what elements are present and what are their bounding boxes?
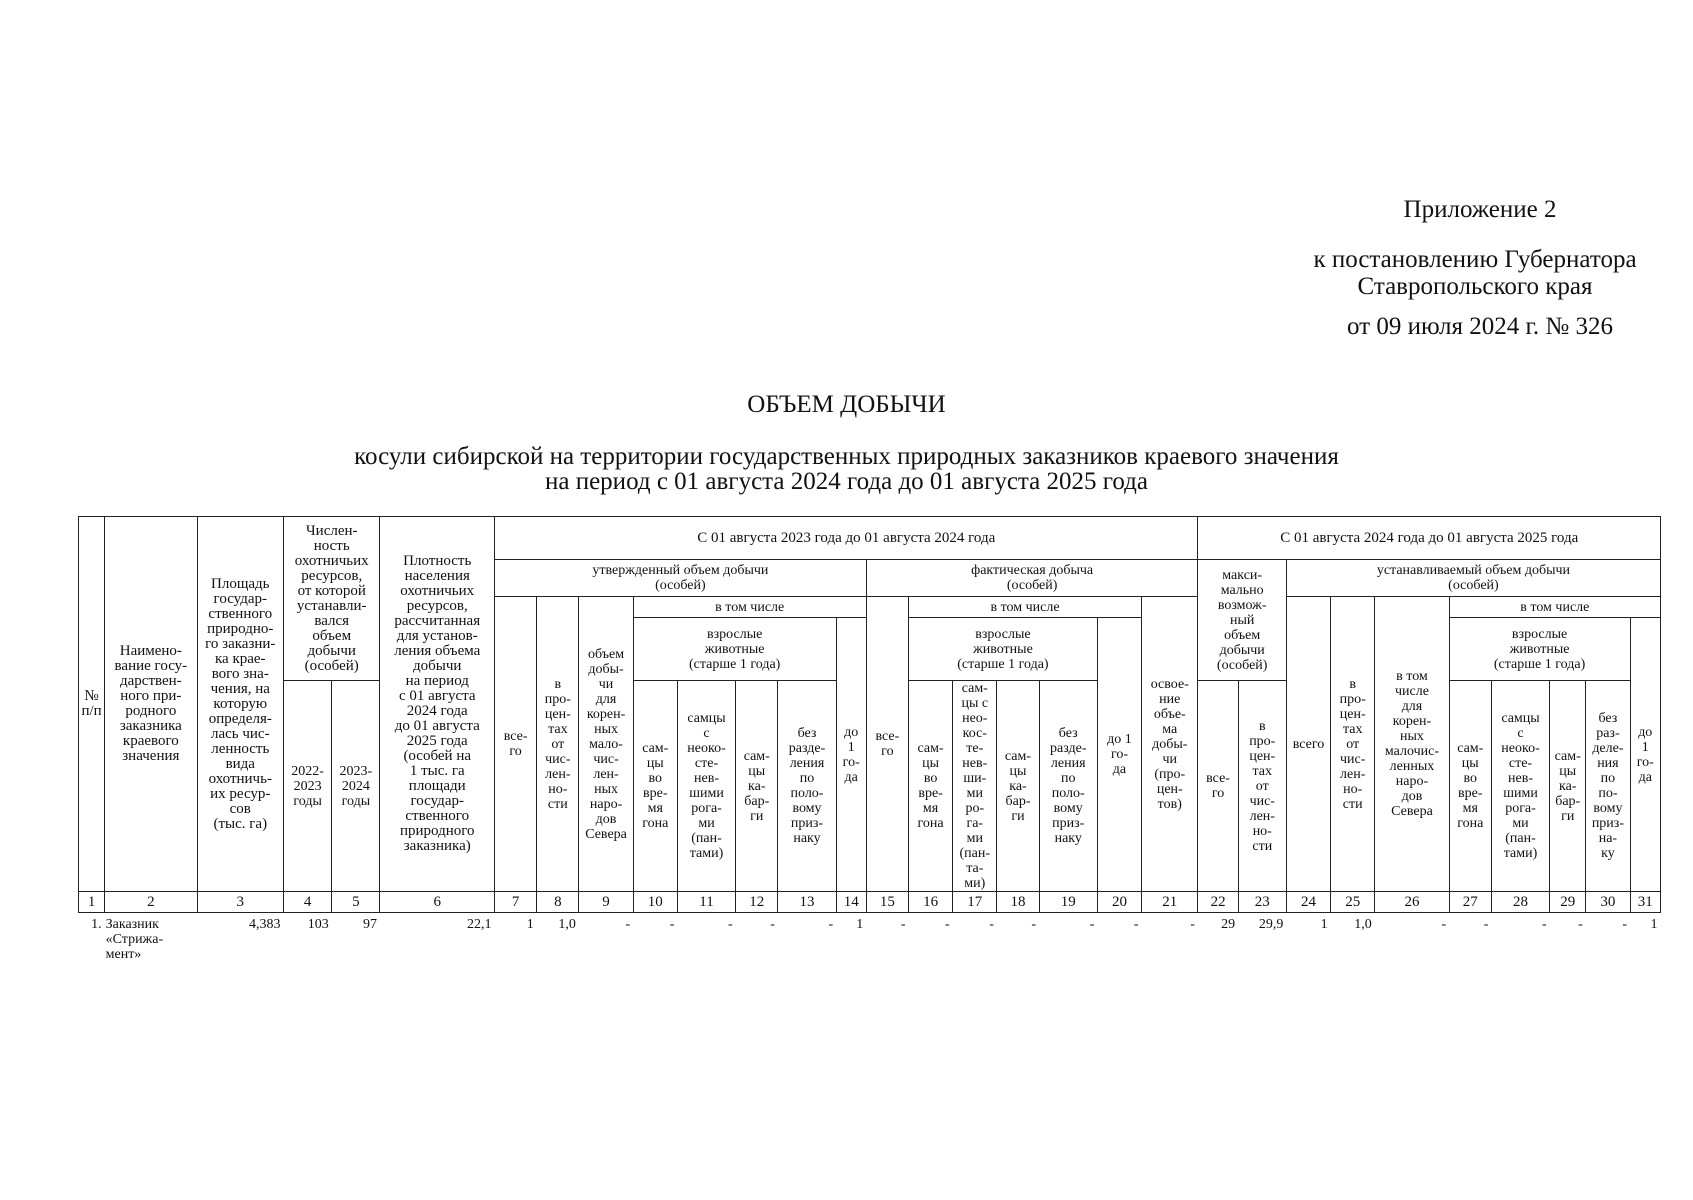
table-cell: 29,9 <box>1258 917 1284 932</box>
column-number: 18 <box>997 892 1039 913</box>
col-header-pop-2022: 2022- 2023 годы <box>283 681 331 892</box>
col-header-total-24: всего <box>1286 597 1330 892</box>
column-number: 20 <box>1097 892 1141 913</box>
col-header-approved: утвержденный объем добычи (особей) <box>495 560 867 597</box>
table-cell: - <box>625 917 631 932</box>
table-cell: 29 <box>1221 917 1236 932</box>
table-cell: 1 <box>1650 917 1658 932</box>
column-number: 11 <box>677 892 735 913</box>
col-header-males-antlers-11: самцы с неоко- сте- нев- шими рога- ми (пан- тами) <box>677 681 735 892</box>
column-number: 6 <box>380 892 495 913</box>
col-header-under1-31: до 1 го- да <box>1630 618 1660 892</box>
table-cell: - <box>945 917 950 932</box>
col-header-males-antlers-17: сам- цы с нео- кос- те- нев- ши- ми ро- га- ми (пан- та- ми) <box>953 681 997 892</box>
col-header-max-pct-23: в про- цен- тах от чис- лен- но- сти <box>1238 681 1286 892</box>
table-cell: - <box>1483 917 1489 932</box>
col-header-adults-c: взрослые животные (старше 1 года) <box>1449 618 1630 681</box>
table-cell: - <box>1578 917 1583 932</box>
column-number: 25 <box>1331 892 1375 913</box>
column-number: 7 <box>495 892 537 913</box>
col-header-name: Наимено- вание госу- дарствен- ного при- родного заказника краевого значения <box>105 517 197 892</box>
table-cell: - <box>1622 917 1628 932</box>
column-number: 24 <box>1286 892 1330 913</box>
header-row-1 <box>79 517 1661 560</box>
table-cell: - <box>1089 917 1095 932</box>
col-header-density: Плотность населения охотничьих ресурсов, рассчитанная для установ- ления объема добычи на период с 01 августа 2024 года до 01 августа 2025 года (особей на 1 тыс. га площади государ- ственного природного заказника) <box>380 517 495 892</box>
table-cell: - <box>989 917 994 932</box>
column-number: 14 <box>836 892 866 913</box>
col-header-kab-18: сам- цы ка- бар- ги <box>997 681 1039 892</box>
col-header-total-15: все- го <box>866 597 908 892</box>
table-row <box>79 913 1661 978</box>
col-header-indigenous-9: объем добы- чи для корен- ных мало- чис- лен- ных наро- дов Севера <box>579 597 633 892</box>
reserve-name: Заказник «Стрижа- мент» <box>105 917 164 962</box>
table-cell: 4,383 <box>248 917 281 932</box>
table-cell: - <box>727 917 733 932</box>
col-header-pct-8: в про- цен- тах от чис- лен- но- сти <box>537 597 579 892</box>
col-header-area: Площадь государ- ственного природно- го заказни- ка крае- вого зна- чения, на которую определя- лась чис- ленность вида охотничь- их ресур- сов (тыс. га) <box>197 517 283 892</box>
table-cell: - <box>1031 917 1037 932</box>
col-header-actual: фактическая добыча (особей) <box>866 560 1198 597</box>
column-number: 31 <box>1630 892 1660 913</box>
column-number: 3 <box>197 892 283 913</box>
col-header-no-sex-30: без раз- деле- ния по по- вому приз- на- ку <box>1586 681 1630 892</box>
table-cell: - <box>900 917 906 932</box>
col-header-females-16: сам- цы во вре- мя гона <box>908 681 952 892</box>
table-cell: 22,1 <box>467 917 492 932</box>
col-header-no-sex-13: без разде- ления по поло- вому приз- наку <box>778 681 836 892</box>
table-cell: 97 <box>362 917 377 932</box>
col-header-pct-25: в про- цен- тах от чис- лен- но- сти <box>1331 597 1375 892</box>
col-header-period-prev: С 01 августа 2023 года до 01 августа 2024 года <box>495 517 1198 560</box>
column-number: 15 <box>866 892 908 913</box>
column-number-row <box>79 892 1661 913</box>
col-header-max-total-22: все- го <box>1198 681 1238 892</box>
col-header-period-next: С 01 августа 2024 года до 01 августа 2025 года <box>1198 517 1661 560</box>
column-number: 1 <box>79 892 105 913</box>
column-number: 8 <box>537 892 579 913</box>
appendix-title: Приложение 2 <box>1403 196 1557 223</box>
col-header-kab-29: сам- цы ка- бар- ги <box>1550 681 1586 892</box>
column-number: 12 <box>736 892 778 913</box>
column-number: 23 <box>1238 892 1286 913</box>
col-header-pop-2023: 2023- 2024 годы <box>332 681 380 892</box>
table-cell: - <box>770 917 775 932</box>
col-header-females-27: сам- цы во вре- мя гона <box>1449 681 1491 892</box>
column-number: 2 <box>105 892 197 913</box>
column-number: 13 <box>778 892 836 913</box>
col-header-adults-b: взрослые животные (старше 1 года) <box>908 618 1097 681</box>
column-number: 17 <box>953 892 997 913</box>
table-cell: 1 <box>526 917 534 932</box>
col-header-incl-c: в том числе <box>1449 597 1660 618</box>
col-header-num: № п/п <box>79 517 105 892</box>
appendix-reference: к постановлению Губернатора Ставропольского края <box>1313 246 1637 300</box>
col-header-use-pct-21: освое- ние объе- ма добы- чи (про- цен- тов) <box>1142 597 1198 892</box>
column-number: 22 <box>1198 892 1238 913</box>
col-header-under1-14: до 1 го- да <box>836 618 866 892</box>
table-cell: - <box>1441 917 1447 932</box>
document-subtitle: косули сибирской на территории государственных природных заказников краевого значения на период с 01 августа 2024 года до 01 августа 2025 года <box>354 443 1339 495</box>
column-number: 16 <box>908 892 952 913</box>
table-cell: 1,0 <box>558 917 576 932</box>
table-cell: 1,0 <box>1354 917 1372 932</box>
table-cell: - <box>669 917 675 932</box>
col-header-population: Числен- ность охотничьих ресурсов, от которой устанавли- вался объем добычи (особей) <box>283 517 379 681</box>
col-header-incl-a: в том числе <box>633 597 866 618</box>
col-header-max-possible: макси- мально возмож- ный объем добычи (особей) <box>1198 560 1286 681</box>
column-number: 28 <box>1491 892 1549 913</box>
col-header-total-7: все- го <box>495 597 537 892</box>
col-header-established: устанавливаемый объем добычи (особей) <box>1286 560 1660 597</box>
col-header-males-antlers-28: самцы с неоко- сте- нев- шими рога- ми (пан- тами) <box>1491 681 1549 892</box>
table-cell: - <box>1190 917 1195 932</box>
column-number: 19 <box>1039 892 1097 913</box>
table-cell: 1 <box>856 917 864 932</box>
column-number: 4 <box>283 892 331 913</box>
column-number: 26 <box>1375 892 1449 913</box>
column-number: 21 <box>1142 892 1198 913</box>
column-number: 9 <box>579 892 633 913</box>
column-number: 10 <box>633 892 677 913</box>
harvest-table <box>78 516 1661 977</box>
table-cell: - <box>828 917 834 932</box>
table-cell: - <box>1541 917 1547 932</box>
column-number: 5 <box>332 892 380 913</box>
col-header-incl-b: в том числе <box>908 597 1141 618</box>
col-header-kab-12: сам- цы ка- бар- ги <box>736 681 778 892</box>
table-cell: - <box>1133 917 1139 932</box>
col-header-females-10: сам- цы во вре- мя гона <box>633 681 677 892</box>
document-title: ОБЪЕМ ДОБЫЧИ <box>747 391 946 418</box>
col-header-indigenous-26: в том числе для корен- ных малочис- ленных наро- дов Севера <box>1375 597 1449 892</box>
column-number: 30 <box>1586 892 1630 913</box>
col-header-adults-a: взрослые животные (старше 1 года) <box>633 618 836 681</box>
table-cell: 103 <box>307 917 329 932</box>
column-number: 29 <box>1550 892 1586 913</box>
appendix-date: от 09 июля 2024 г. № 326 <box>1346 313 1614 340</box>
col-header-under1-20: до 1 го- да <box>1097 618 1141 892</box>
table-cell: 1 <box>1320 917 1328 932</box>
col-header-no-sex-19: без разде- ления по поло- вому приз- наку <box>1039 681 1097 892</box>
row-number: 1. <box>91 917 102 932</box>
column-number: 27 <box>1449 892 1491 913</box>
